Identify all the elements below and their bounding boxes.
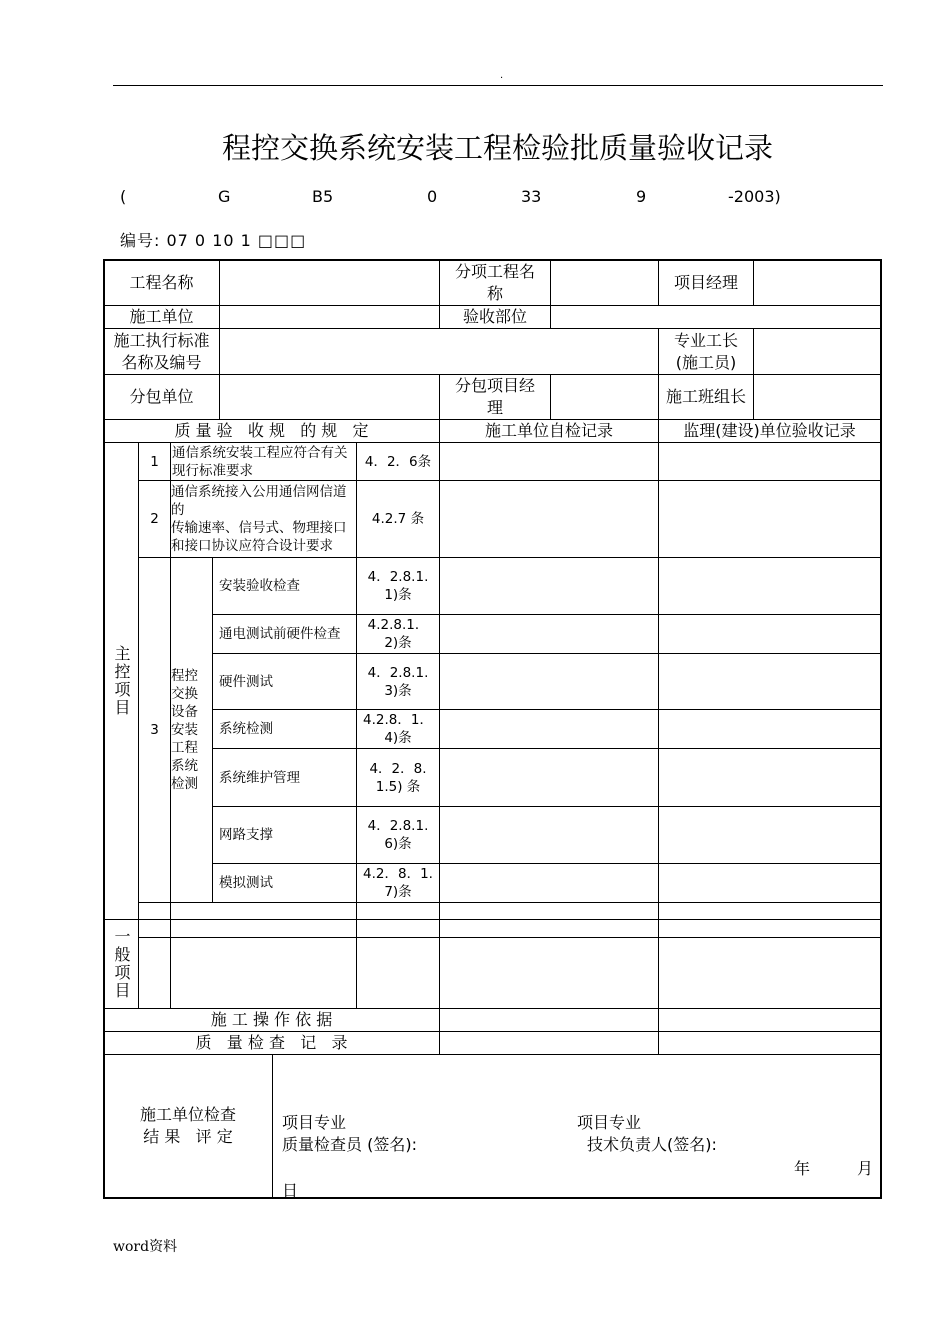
header-dot: . [500, 70, 504, 81]
label-sub-project-name: 分项工程名称 [454, 261, 535, 303]
label-standard-name [104, 329, 219, 374]
standard-g: G [218, 187, 231, 206]
subitem-system-detection: 系统检测 [219, 721, 273, 737]
label-acceptance-part: 验收部位 [462, 307, 527, 326]
label-team-leader: 施工班组长 [665, 387, 746, 406]
item2-clause: 4.2.7 条 [371, 511, 425, 527]
tech-signature [577, 1112, 717, 1156]
subitem-hardware-precheck: 通电测试前硬件检查 [219, 626, 341, 642]
form-code: 编号: 07 0 10 1 □□□ [120, 231, 307, 250]
main-items-label: 主控项目 [112, 645, 131, 717]
label-construction-unit: 施工单位 [129, 307, 194, 326]
item2-text-b: 传输速率、信号式、物理接口和接口协议应符合设计要求 [171, 520, 347, 554]
inspector-signature [282, 1112, 417, 1156]
subitem-network-support: 网路支撑 [219, 827, 273, 843]
date-year: 年 [794, 1159, 811, 1178]
standard-open: ( [120, 187, 127, 206]
date-month: 月 [857, 1159, 874, 1178]
subitem-maintenance: 系统维护管理 [219, 769, 300, 786]
standard-zero: 0 [427, 187, 438, 206]
header-self-check: 施工单位自检记录 [484, 421, 613, 440]
quality-record: 质 量 检 查 记 录 [195, 1033, 348, 1052]
header-rule [113, 85, 883, 86]
item3-group: 程控 交换设备安装工程系统检测 [171, 668, 207, 792]
subitem-hardware-precheck-clause: 4.2.8.1．2)条 [367, 617, 429, 651]
subitem-network-support-clause: 4．2.8.1.6)条 [367, 818, 429, 852]
tech-line2: 技术负责人(签名): [587, 1135, 717, 1154]
footer-label: word资料 [113, 1239, 178, 1255]
subitem-install-check-clause: 4．2.8.1.1)条 [367, 569, 429, 603]
standard-9: 9 [636, 187, 647, 206]
item1-text: 通信系统安装工程应符合有关现行标准要求 [172, 444, 348, 479]
foreman-line2: (施工员) [675, 352, 737, 372]
standard-year: -2003) [728, 187, 781, 206]
tech-line1: 项目专业 [577, 1113, 642, 1132]
subitem-install-check: 安装验收检查 [219, 578, 300, 594]
standard-b5: B5 [312, 187, 334, 206]
subitem-hardware-test-clause: 4．2.8.1.3)条 [367, 664, 429, 699]
evaluation-label-line1: 施工单位检查 [139, 1105, 236, 1124]
label-foreman [659, 329, 753, 374]
item1-no: 1 [150, 453, 159, 470]
evaluation-label [104, 1055, 272, 1197]
item3-no: 3 [150, 722, 159, 738]
label-project-manager: 项目经理 [673, 272, 738, 292]
inspector-line2: 质量检查员 (签名): [282, 1135, 417, 1154]
item2-no: 2 [150, 511, 159, 527]
subitem-maintenance-clause: 4．2．8.1.5) 条 [369, 760, 427, 795]
label-project-name: 工程名称 [129, 272, 194, 292]
subitem-hardware-test: 硬件测试 [219, 673, 273, 690]
label-sub-manager: 分包项目经理 [454, 376, 535, 417]
general-items-label: 一般项目 [112, 928, 131, 1000]
subitem-simulation-test-clause: 4.2．8．1.7)条 [363, 866, 433, 900]
foreman-line1: 专业工长 [673, 330, 738, 350]
label-subcontractor: 分包单位 [129, 387, 194, 406]
standard-33: 33 [521, 187, 542, 206]
inspector-line1: 项目专业 [282, 1113, 347, 1132]
date-day: 日 [282, 1181, 299, 1200]
evaluation-label-line2: 结 果 评 定 [143, 1127, 233, 1146]
standard-name-line1: 施工执行标准 [113, 330, 210, 350]
item2-text [171, 481, 355, 557]
item1-clause: 4．2．6条 [364, 453, 432, 470]
header-quality-spec: 质 量 验 收 规 的 规 定 [174, 421, 369, 440]
page-title: 程控交换系统安装工程检验批质量验收记录 [221, 131, 773, 165]
operation-basis: 施 工 操 作 依 据 [210, 1010, 333, 1029]
subitem-system-detection-clause: 4.2.8．1．4)条 [363, 712, 433, 746]
item2-text-a: 通信系统接入公用通信网信道的 [171, 484, 347, 518]
standard-name-line2: 名称及编号 [121, 352, 202, 372]
header-supervision: 监理(建设)单位验收记录 [683, 421, 856, 440]
subitem-simulation-test: 模拟测试 [219, 875, 273, 891]
